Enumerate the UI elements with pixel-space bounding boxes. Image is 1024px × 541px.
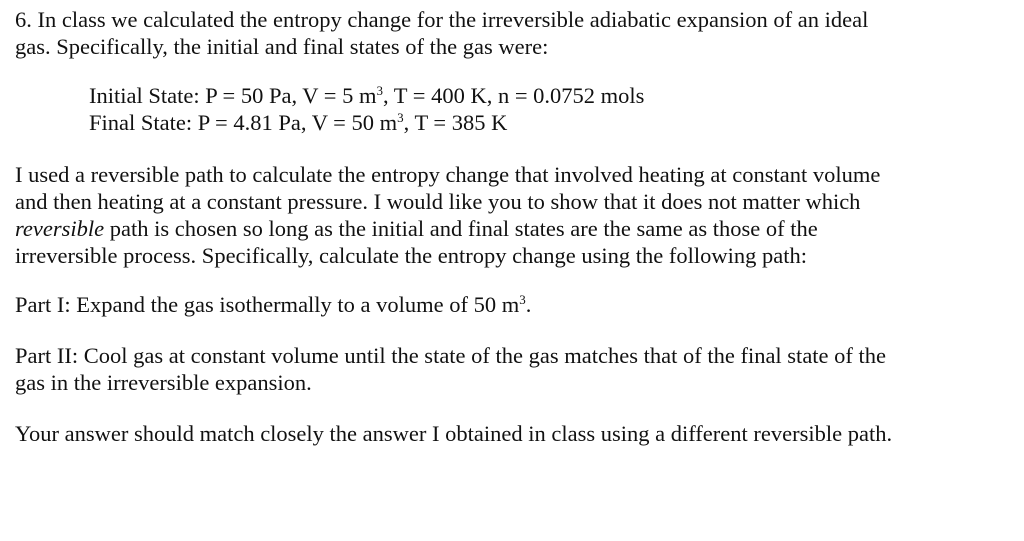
final-state (89, 109, 1015, 136)
question-intro (15, 6, 1015, 60)
final-state-text-a: Final State: P = 4.81 Pa, V = 50 m (89, 110, 398, 135)
method-line-1: I used a reversible path to calculate the entropy change that involved heating at constant volume (15, 162, 881, 187)
part-1-text-b: . (525, 292, 532, 317)
part-1-exponent: 3 (519, 292, 526, 307)
part-2-line-1: Part II: Cool gas at constant volume until the state of the gas matches that of the final state of the (15, 343, 887, 368)
initial-state-text-b: , T = 400 K, n = 0.0752 mols (382, 83, 645, 108)
intro-line-1: 6. In class we calculated the entropy change for the irreversible adiabatic expansion of an ideal (15, 7, 869, 32)
part-1-text-a: Part I: Expand the gas isothermally to a volume of 50 m (15, 292, 520, 317)
final-state-exponent: 3 (397, 110, 404, 125)
states-block (15, 82, 1015, 136)
initial-state (89, 82, 1015, 109)
problem-document (15, 6, 1015, 447)
method-line-3-rest: path is chosen so long as the initial and final states are the same as those of the (104, 216, 818, 241)
intro-line-2: gas. Specifically, the initial and final states of the gas were: (15, 34, 549, 59)
initial-state-text-a: Initial State: P = 50 Pa, V = 5 m (89, 83, 377, 108)
method-line-4: irreversible process. Specifically, calculate the entropy change using the following path: (15, 243, 808, 268)
closing-paragraph: Your answer should match closely the answer I obtained in class using a different reversible path. (15, 421, 893, 446)
method-line-2: and then heating at a constant pressure. I would like you to show that it does not matter which (15, 189, 861, 214)
part-2 (15, 342, 1015, 396)
initial-state-exponent: 3 (376, 83, 383, 98)
method-line-3 (15, 215, 1015, 242)
part-1 (15, 291, 1015, 318)
final-state-text-b: , T = 385 K (403, 110, 508, 135)
reversible-emphasis: reversible (15, 216, 105, 241)
part-2-line-2: gas in the irreversible expansion. (15, 370, 312, 395)
method-paragraph (15, 161, 1015, 269)
